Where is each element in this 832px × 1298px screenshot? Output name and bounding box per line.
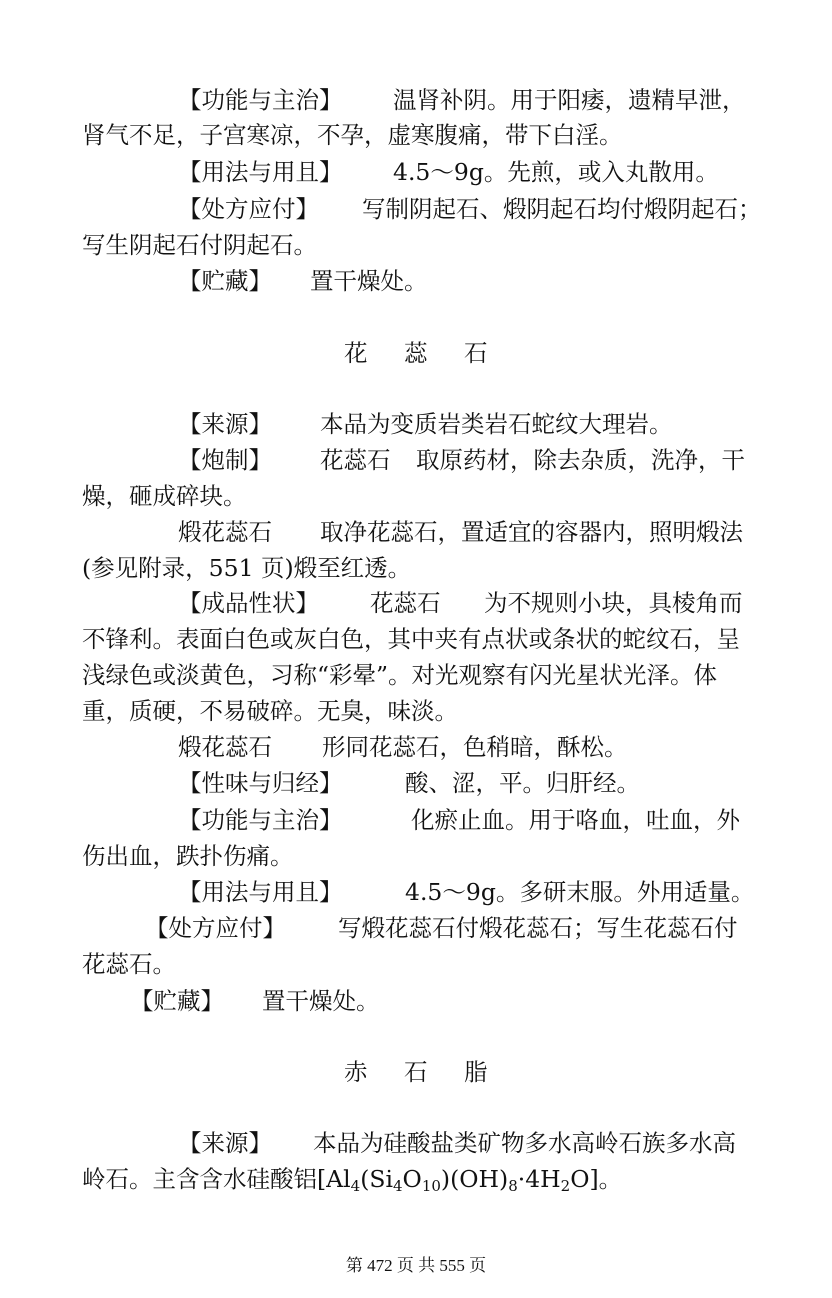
formula-text: O — [402, 1165, 422, 1193]
paragraph-text: (参见附录，551 页)煅至红透。 — [82, 554, 412, 582]
paragraph-text: 酸、涩，平。归肝经。 — [405, 769, 640, 797]
formula-text: O]。 — [570, 1165, 623, 1193]
paragraph-text: 取原药材，除去杂质，洗净，干 — [416, 446, 745, 474]
paragraph-text: 置干燥处。 — [310, 267, 428, 295]
item-term: 煅花蕊石 — [178, 733, 272, 761]
paragraph-text: 温肾补阴。用于阳痿，遗精早泄， — [393, 86, 746, 114]
paragraph-text: 置干燥处。 — [262, 987, 380, 1015]
paragraph-text: 写煅花蕊石付煅花蕊石；写生花蕊石付 — [338, 914, 738, 942]
formula-subscript: 8 — [508, 1177, 518, 1195]
section-tag: 【贮藏】 — [178, 267, 272, 295]
title-char: 蕊 — [404, 339, 428, 367]
section-tag: 【用法与用且】 — [178, 878, 343, 906]
section-tag: 【处方应付】 — [145, 914, 286, 942]
formula-subscript: 4 — [393, 1177, 403, 1195]
paragraph-text: 写生阴起石付阴起石。 — [82, 231, 317, 259]
paragraph-text: 化瘀止血。用于咯血，吐血，外 — [411, 806, 740, 834]
title-char: 赤 — [344, 1058, 368, 1086]
section-tag: 【用法与用且】 — [178, 158, 343, 186]
paragraph-text: 肾气不足，子宫寒凉，不孕，虚寒腹痛，带下白淫。 — [82, 121, 623, 149]
paragraph-text: 为不规则小块，具棱角而 — [484, 589, 743, 617]
paragraph-text: 伤出血，跌扑伤痛。 — [82, 842, 294, 870]
formula-text: (Si — [360, 1165, 393, 1193]
item-term: 花蕊石 — [370, 589, 441, 617]
paragraph-text: 本品为硅酸盐类矿物多水高岭石族多水高 — [313, 1129, 736, 1157]
formula-text: )(OH) — [440, 1165, 509, 1193]
title-char: 花 — [344, 339, 368, 367]
paragraph-text: 4.5～9g。先煎，或入丸散用。 — [393, 158, 719, 186]
item-term: 花蕊石 — [320, 446, 391, 474]
section-tag: 【处方应付】 — [178, 195, 319, 223]
section-tag: 【贮藏】 — [130, 987, 224, 1015]
formula-subscript: 4 — [350, 1177, 361, 1195]
formula-line — [82, 1163, 622, 1202]
section-tag: 【功能与主治】 — [178, 806, 343, 834]
paragraph-text: 花蕊石。 — [82, 950, 176, 978]
title-char: 石 — [464, 339, 488, 367]
section-tag: 【成品性状】 — [178, 589, 319, 617]
paragraph-text: 本品为变质岩类岩石蛇纹大理岩。 — [320, 410, 673, 438]
formula-subscript: 2 — [560, 1177, 571, 1195]
section-tag: 【来源】 — [178, 410, 272, 438]
title-char: 石 — [404, 1058, 428, 1086]
page-footer: 第 472 页 共 555 页 — [345, 1256, 487, 1275]
formula-text: ·4H — [517, 1165, 561, 1193]
paragraph-text: 浅绿色或淡黄色，习称“彩晕”。对光观察有闪光星状光泽。体 — [82, 661, 718, 689]
paragraph-text: 4.5～9g。多研末服。外用适量。 — [405, 878, 755, 906]
paragraph-text: 形同花蕊石，色稍暗，酥松。 — [322, 733, 628, 761]
section-tag: 【炮制】 — [178, 446, 272, 474]
paragraph-text: 燥，砸成碎块。 — [82, 482, 247, 510]
section-tag: 【性味与归经】 — [178, 769, 343, 797]
paragraph-text: 取净花蕊石，置适宜的容器内，照明煅法 — [320, 518, 743, 546]
item-term: 煅花蕊石 — [178, 518, 272, 546]
section-tag: 【来源】 — [178, 1129, 272, 1157]
paragraph-text: 不锋利。表面白色或灰白色，其中夹有点状或条状的蛇纹石，呈 — [82, 625, 740, 653]
paragraph-text: 重，质硬，不易破碎。无臭，味淡。 — [82, 697, 458, 725]
formula-text: 岭石。主含含水硅酸铝[Al — [82, 1165, 351, 1193]
formula-subscript: 10 — [421, 1177, 441, 1195]
section-tag: 【功能与主治】 — [178, 86, 343, 114]
title-char: 脂 — [464, 1058, 488, 1086]
paragraph-text: 写制阴起石、煅阴起石均付煅阴起石； — [362, 195, 762, 223]
